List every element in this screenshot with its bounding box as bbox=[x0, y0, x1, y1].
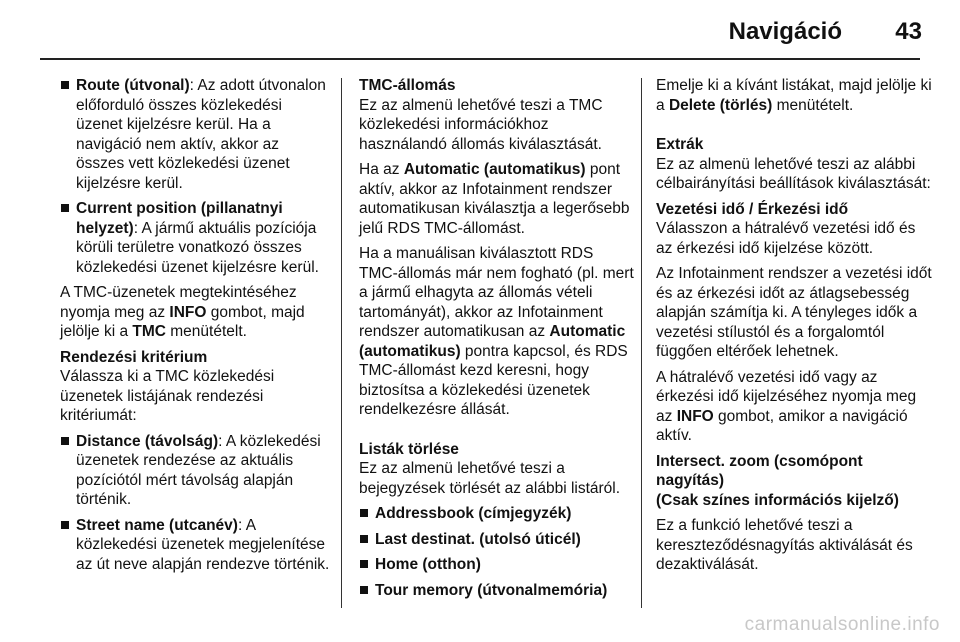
section-heading: Listák törlése bbox=[359, 440, 459, 458]
list-item: Addressbook (címjegyzék) bbox=[359, 504, 635, 524]
column-right bbox=[656, 76, 932, 581]
section-heading: Rendezési kritérium bbox=[60, 348, 208, 366]
paragraph: Ez a funkció lehetővé teszi a kereszteződésnagyítás aktiválását és dezaktiválását. bbox=[656, 517, 913, 573]
bullet-item: Street name (utcanév): A közlekedési üzenetek megjelenítése az út neve alapján rendezve történik. bbox=[60, 516, 330, 575]
subsection-heading: Intersect. zoom (csomópont nagyítás) bbox=[656, 452, 863, 489]
column-divider bbox=[641, 78, 642, 608]
bullet-item: Distance (távolság): A közlekedési üzenetek rendezése az aktuális pozíciótól mért távolság alapján történik. bbox=[60, 432, 330, 510]
paragraph: Válasszon a hátralévő vezetési idő és az érkezési idő kijelzése között. bbox=[656, 220, 916, 257]
subsection-note: (Csak színes információs kijelző) bbox=[656, 491, 899, 509]
page-number: 43 bbox=[895, 18, 922, 45]
paragraph: Ez az almenü lehetővé teszi a TMC közlekedési információkhoz használandó állomás kiválasztását. bbox=[359, 96, 603, 153]
section-heading: Extrák bbox=[656, 136, 704, 153]
paragraph: Az Infotainment rendszer a vezetési időt és az érkezési időt az átlagsebesség alapján számítja ki. A tényleges idők a vezetési stílustól és a forgalomtól függően eltérőek lehetnek. bbox=[656, 265, 932, 360]
paragraph: A TMC-üzenetek megtekintéséhez nyomja meg az INFO gombot, majd jelölje ki a TMC menütételt. bbox=[60, 284, 305, 340]
paragraph: Ha az Automatic (automatikus) pont aktív, akkor az Infotainment rendszer automatikusan kiválasztja a legerősebb jelű RDS TMC-állomást. bbox=[359, 161, 630, 237]
paragraph: Válassza ki a TMC közlekedési üzenetek listájának rendezési kritériumát: bbox=[60, 368, 275, 424]
page-title: Navigáció bbox=[728, 18, 842, 45]
column-left bbox=[60, 76, 330, 580]
paragraph: A hátralévő vezetési idő vagy az érkezési idő kijelzéséhez nyomja meg az INFO gombot, amikor a navigáció aktív. bbox=[656, 368, 917, 444]
paragraph: Ez az almenü lehetővé teszi az alábbi célbairányítási beállítások kiválasztását: bbox=[656, 155, 931, 192]
list-item: Last destinat. (utolsó úticél) bbox=[359, 530, 635, 550]
bullet-item: Current position (pillanatnyi helyzet): A jármű aktuális pozíciója körüli területre vonatkozó összes közlekedési üzenet kijelzésre kerül. bbox=[60, 199, 330, 277]
page-header bbox=[0, 0, 960, 58]
column-middle bbox=[359, 76, 635, 606]
header-rule bbox=[40, 58, 920, 60]
paragraph: Emelje ki a kívánt listákat, majd jelölje ki a Delete (törlés) menütételt. bbox=[656, 77, 932, 114]
list-item: Home (otthon) bbox=[359, 555, 635, 575]
paragraph: Ez az almenü lehetővé teszi a bejegyzések törlését az alábbi listáról. bbox=[359, 460, 621, 497]
subsection-heading: Vezetési idő / Érkezési idő bbox=[656, 200, 849, 218]
bullet-item: Route (útvonal): Az adott útvonalon előforduló összes közlekedési üzenet kijelzésre kerül. Ha a navigáció nem aktív, akkor az összes vett közlekedési üzenet kijelzésre kerül. bbox=[60, 76, 330, 193]
paragraph: Ha a manuálisan kiválasztott RDS TMC-állomás már nem fogható (pl. mert a jármű elhagyta az állomás vételi tartományát), akkor az Infotainment rendszer automatikusan az Automatic (automatikus) pontra kapcsol, és RDS TMC-állomást kezd keresni, hogy biztosítsa a közlekedési üzenetek rendelkezésre állását. bbox=[359, 245, 634, 418]
column-divider bbox=[341, 78, 342, 608]
section-heading: TMC-állomás bbox=[359, 77, 456, 94]
list-item: Tour memory (útvonalmemória) bbox=[359, 581, 635, 601]
watermark: carmanualsonline.info bbox=[744, 614, 940, 635]
